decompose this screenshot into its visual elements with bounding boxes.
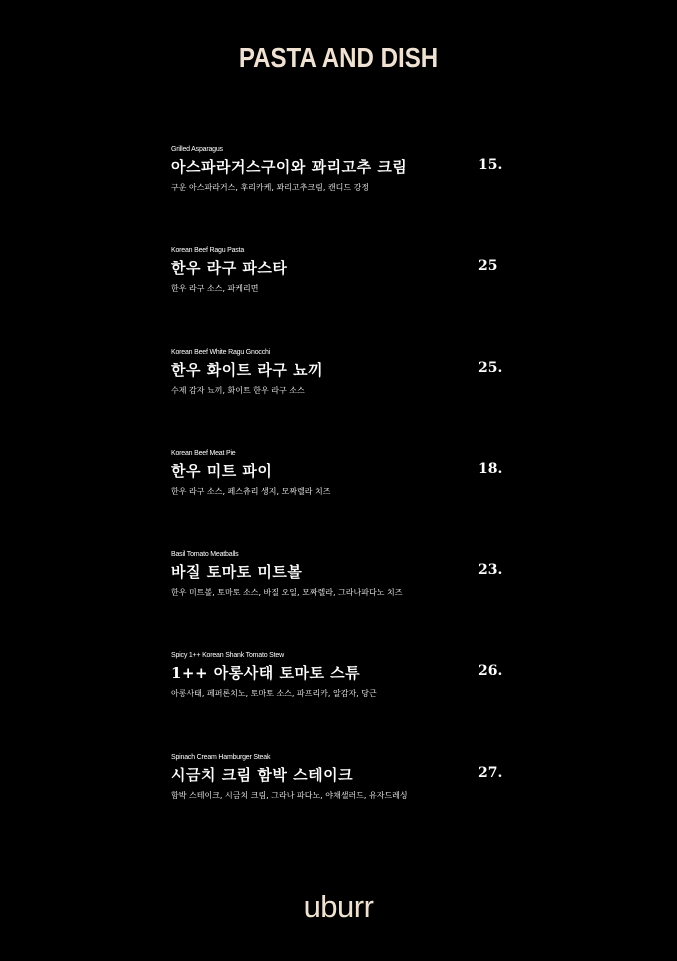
item-korean-name: 바질 토마토 미트볼 [171, 563, 303, 582]
item-price: 15. [478, 157, 503, 173]
menu-item [171, 349, 511, 450]
item-english-name: Korean Beef White Ragu Gnocchi [171, 348, 271, 356]
item-english-name: Korean Beef Ragu Pasta [171, 247, 245, 255]
item-price: 25 [478, 258, 498, 275]
menu-item [171, 551, 511, 652]
item-korean-name: 한우 라구 파스타 [171, 259, 288, 278]
item-english-name: Korean Beef Meat Pie [171, 449, 236, 457]
item-description: 한우 미트볼, 토마토 소스, 바질 오일, 모짜렐라, 그라나파다노 치즈 [171, 588, 403, 598]
page-title: PASTA AND DISH [238, 42, 439, 73]
item-korean-name: 1++ 아롱사태 토마토 스튜 [171, 664, 361, 683]
item-korean-name: 한우 화이트 라구 뇨끼 [171, 360, 324, 379]
item-korean-name: 아스파라거스구이와 꽈리고추 크림 [171, 158, 408, 176]
item-english-name: Grilled Asparagus [171, 146, 223, 153]
menu-item [171, 652, 511, 753]
menu-item [171, 247, 511, 348]
menu-item [171, 754, 511, 855]
item-description: 수제 감자 뇨끼, 화이트 한우 라구 소스 [171, 385, 305, 395]
brand-logo: uburr [303, 889, 374, 924]
item-description: 구운 아스파라거스, 후리카케, 꽈리고추크림, 캔디드 강정 [171, 183, 370, 192]
item-description: 한우 라구 소스, 페스츄리 생지, 모짜렐라 치즈 [171, 486, 331, 496]
item-price: 26. [478, 663, 503, 680]
item-english-name: Basil Tomato Meatballs [171, 551, 239, 559]
menu-item [171, 450, 511, 551]
item-price: 25. [478, 359, 503, 376]
item-korean-name: 시금치 크림 함박 스테이크 [171, 765, 354, 784]
item-description: 한우 라구 소스, 파케리면 [171, 284, 259, 294]
item-english-name: Spinach Cream Hamburger Steak [171, 753, 271, 761]
item-korean-name: 한우 미트 파이 [171, 461, 273, 480]
item-price: 18. [478, 460, 503, 477]
item-description: 함박 스테이크, 시금치 크림, 그라나 파다노, 야채샐러드, 유자드레싱 [171, 790, 408, 800]
menu-item [171, 146, 511, 247]
menu-list [171, 146, 511, 855]
item-price: 23. [478, 562, 503, 579]
item-english-name: Spicy 1++ Korean Shank Tomato Stew [171, 652, 284, 660]
item-description: 아롱사태, 페퍼론치노, 토마토 소스, 파프리카, 알감자, 당근 [171, 689, 377, 699]
item-price: 27. [478, 764, 503, 781]
